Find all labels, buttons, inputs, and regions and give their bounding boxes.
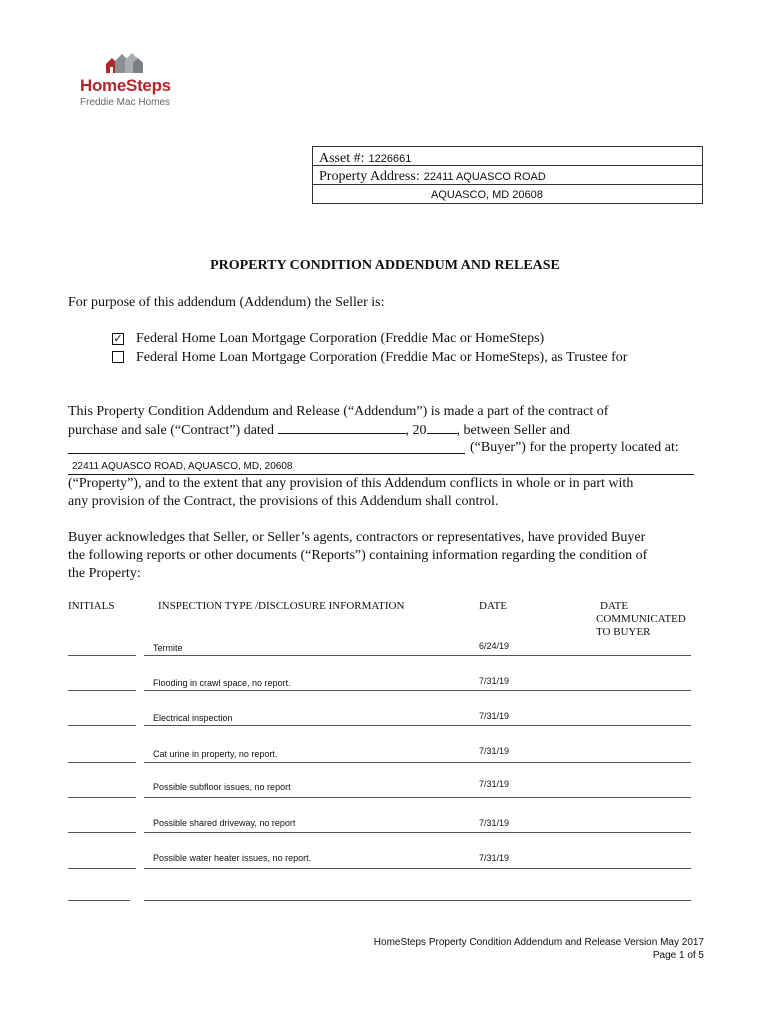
row-date: 7/31/19 bbox=[479, 711, 510, 721]
initials-field[interactable] bbox=[68, 900, 130, 901]
document-title: PROPERTY CONDITION ADDENDUM AND RELEASE bbox=[210, 258, 560, 273]
property-address-line1: 22411 AQUASCO ROAD bbox=[423, 171, 546, 183]
option-freddie-mac-label: Federal Home Loan Mortgage Corporation (Freddie Mac or HomeSteps) bbox=[136, 331, 545, 346]
row-type: Possible subfloor issues, no report bbox=[153, 782, 291, 792]
asset-label: Asset #: bbox=[319, 151, 365, 166]
contract-line-1: This Property Condition Addendum and Release (“Addendum”) is made a part of the contract of bbox=[68, 404, 609, 419]
contract-line-5: any provision of the Contract, the provisions of this Addendum shall control. bbox=[68, 494, 499, 509]
initials-field[interactable] bbox=[68, 690, 136, 691]
row-date: 7/31/19 bbox=[479, 676, 510, 686]
property-address-row bbox=[319, 167, 546, 185]
initials-field[interactable] bbox=[68, 868, 136, 869]
row-type: Cat urine in property, no report. bbox=[153, 749, 278, 759]
contract-line-3: (“Buyer”) for the property located at: bbox=[470, 440, 679, 455]
row-type: Electrical inspection bbox=[153, 713, 233, 723]
logo-tagline: Freddie Mac Homes bbox=[80, 97, 171, 108]
footer-page-number: Page 1 of 5 bbox=[652, 950, 704, 961]
option-trustee-label: Federal Home Loan Mortgage Corporation (Freddie Mac or HomeSteps), as Trustee for bbox=[136, 350, 628, 365]
ack-line-1: Buyer acknowledges that Seller, or Seller’s agents, contractors or representatives, have provided Buyer bbox=[68, 530, 646, 545]
contract-line-4: (“Property”), and to the extent that any provision of this Addendum conflicts in whole or in part with bbox=[68, 476, 634, 491]
initials-field[interactable] bbox=[68, 655, 136, 656]
asset-info-box bbox=[312, 146, 703, 204]
initials-field[interactable] bbox=[68, 762, 136, 763]
header-date: DATE bbox=[479, 600, 508, 612]
row-date: 7/31/19 bbox=[479, 818, 510, 828]
asset-number-value: 1226661 bbox=[368, 153, 412, 165]
seller-intro: For purpose of this addendum (Addendum) the Seller is: bbox=[68, 295, 385, 310]
header-date-communicated: DATE COMMUNICATED TO BUYER bbox=[596, 600, 686, 638]
initials-field[interactable] bbox=[68, 832, 136, 833]
buyer-name-field[interactable] bbox=[68, 439, 465, 454]
header-initials: INITIALS bbox=[68, 600, 115, 612]
ack-line-2: the following reports or other documents (“Reports”) containing information regarding the condition of bbox=[68, 548, 648, 563]
row-type: Possible shared driveway, no report bbox=[153, 818, 296, 828]
row-date: 7/31/19 bbox=[479, 779, 510, 789]
option-freddie-mac-checkbox[interactable]: ✓ bbox=[113, 332, 123, 345]
property-address-field-value: 22411 AQUASCO ROAD, AQUASCO, MD, 20608 bbox=[72, 461, 293, 472]
houses-logo-icon bbox=[104, 52, 144, 74]
page-footer bbox=[374, 936, 704, 962]
initials-field[interactable] bbox=[68, 725, 136, 726]
row-type: Termite bbox=[153, 643, 183, 653]
initials-field[interactable] bbox=[68, 797, 136, 798]
header-inspection-type: INSPECTION TYPE /DISCLOSURE INFORMATION bbox=[158, 600, 405, 612]
contract-date-field[interactable] bbox=[278, 421, 406, 434]
contract-line-2: purchase and sale (“Contract”) dated , 20 , between Seller and bbox=[68, 423, 571, 438]
option-trustee-checkbox[interactable] bbox=[112, 351, 124, 363]
property-address-label: Property Address: bbox=[319, 169, 420, 184]
ack-line-3: the Property: bbox=[68, 566, 141, 581]
row-date: 6/24/19 bbox=[479, 641, 510, 651]
row-date: 7/31/19 bbox=[479, 746, 510, 756]
property-address-line2: AQUASCO, MD 20608 bbox=[431, 189, 543, 201]
homesteps-logo bbox=[80, 52, 190, 112]
row-date: 7/31/19 bbox=[479, 853, 510, 863]
contract-year-field[interactable] bbox=[427, 421, 457, 434]
row-type: Possible water heater issues, no report. bbox=[153, 853, 312, 863]
logo-wordmark: HomeSteps bbox=[80, 76, 171, 95]
footer-version: HomeSteps Property Condition Addendum and Release Version May 2017 bbox=[373, 937, 704, 948]
row-type: Flooding in crawl space, no report. bbox=[153, 678, 291, 688]
